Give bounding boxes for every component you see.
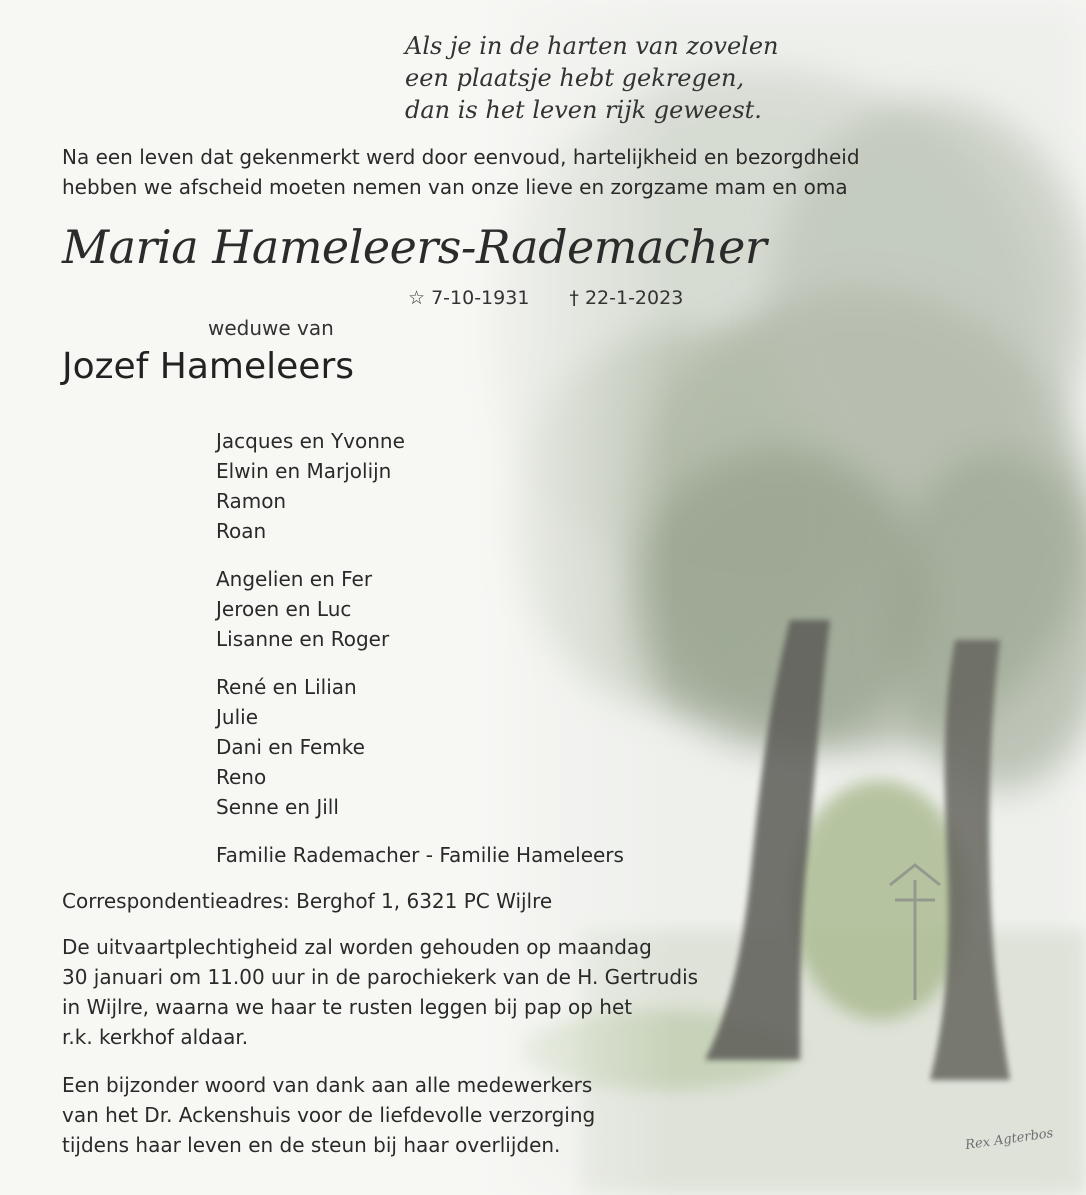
funeral-line: in Wijlre, waarna we haar te rusten leggen bij pap op het bbox=[62, 995, 633, 1019]
death-date: † 22-1-2023 bbox=[569, 287, 684, 309]
family-member: Lisanne en Roger bbox=[216, 627, 390, 651]
family-member: Reno bbox=[216, 765, 267, 789]
thanks-line: tijdens haar leven en de steun bij haar overlijden. bbox=[62, 1133, 561, 1157]
family-member: Ramon bbox=[216, 489, 287, 513]
life-dates bbox=[408, 287, 723, 309]
birth-date: ☆ 7-10-1931 bbox=[408, 287, 530, 309]
family-member: Dani en Femke bbox=[216, 735, 365, 759]
family-group bbox=[216, 564, 389, 654]
artist-signature: Rex Agterbos bbox=[964, 1125, 1055, 1154]
poem-line: Als je in de harten van zovelen bbox=[405, 32, 779, 60]
family-member: René en Lilian bbox=[216, 675, 357, 699]
family-member: Elwin en Marjolijn bbox=[216, 459, 392, 483]
family-member: Julie bbox=[216, 705, 258, 729]
intro-line: Na een leven dat gekenmerkt werd door eenvoud, hartelijkheid en bezorgdheid bbox=[62, 145, 860, 169]
funeral-line: 30 januari om 11.00 uur in de parochiekerk van de H. Gertrudis bbox=[62, 965, 699, 989]
widow-label: weduwe van bbox=[208, 316, 334, 340]
thanks-line: Een bijzonder woord van dank aan alle medewerkers bbox=[62, 1073, 593, 1097]
thanks-paragraph bbox=[62, 1070, 595, 1160]
family-member: Senne en Jill bbox=[216, 795, 339, 819]
thanks-line: van het Dr. Ackenshuis voor de liefdevolle verzorging bbox=[62, 1103, 596, 1127]
intro-line: hebben we afscheid moeten nemen van onze lieve en zorgzame mam en oma bbox=[62, 175, 848, 199]
funeral-line: r.k. kerkhof aldaar. bbox=[62, 1025, 249, 1049]
poem-line: dan is het leven rijk geweest. bbox=[405, 96, 762, 124]
family-member: Roan bbox=[216, 519, 267, 543]
family-member: Familie Rademacher - Familie Hameleers bbox=[216, 843, 624, 867]
family-group bbox=[216, 672, 365, 822]
family-group bbox=[216, 426, 405, 546]
family-member: Jeroen en Luc bbox=[216, 597, 352, 621]
poem-line: een plaatsje hebt gekregen, bbox=[405, 64, 745, 92]
family-group bbox=[216, 840, 624, 870]
family-member: Angelien en Fer bbox=[216, 567, 373, 591]
family-member: Jacques en Yvonne bbox=[216, 429, 405, 453]
deceased-name: Maria Hameleers-Rademacher bbox=[62, 220, 767, 274]
poem-verse bbox=[405, 30, 845, 126]
spouse-name: Jozef Hameleers bbox=[62, 346, 355, 387]
funeral-line: De uitvaartplechtigheid zal worden gehouden op maandag bbox=[62, 935, 652, 959]
intro-text bbox=[62, 142, 860, 202]
funeral-paragraph bbox=[62, 932, 698, 1052]
correspondence-address: Correspondentieadres: Berghof 1, 6321 PC Wijlre bbox=[62, 889, 553, 913]
